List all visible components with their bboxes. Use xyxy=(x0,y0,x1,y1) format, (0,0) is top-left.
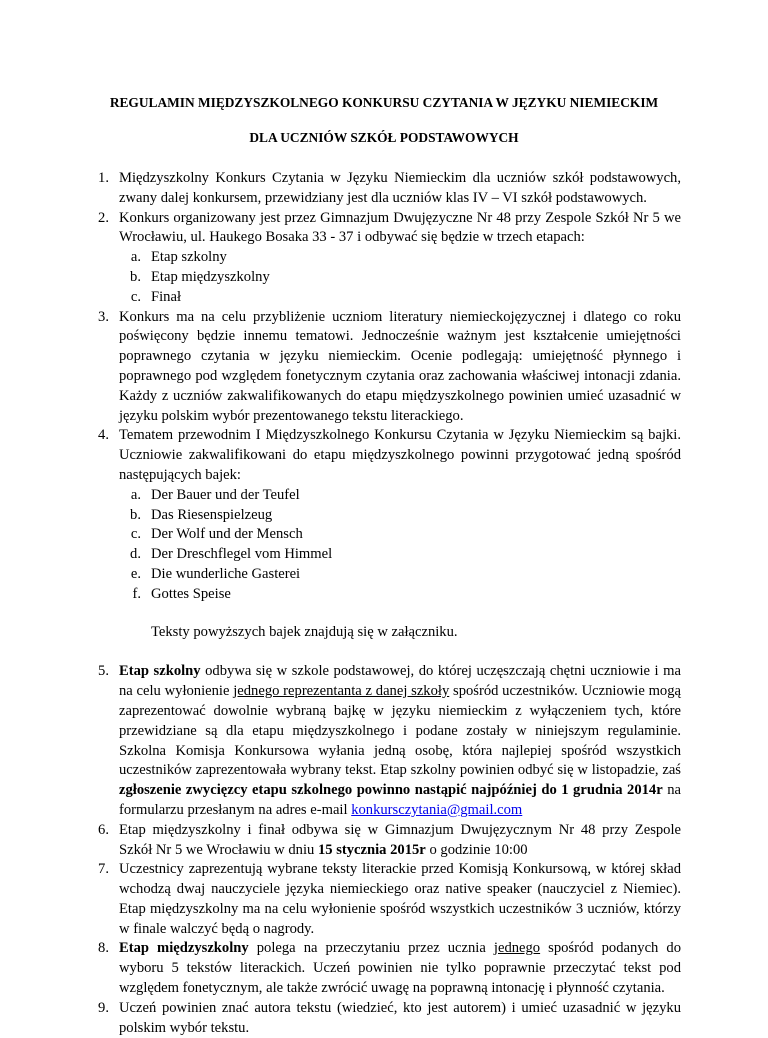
rule-6: 6. Etap międzyszkolny i finał odbywa się w Gimnazjum Dwujęzycznym Nr 48 przy Zespole Szkół Nr 5 we Wrocławiu w dniu 15 stycznia 2015r o godzinie 10:00 xyxy=(87,821,681,861)
rule-text: Uczestnicy zaprezentują wybrane teksty literackie przed Komisją Konkursową, w której skład wchodzą dwaj nauczyciele języka niemieckiego oraz native speaker (nauczyciel z Niemiec). Etap międzyszkolny ma na celu wyłonienie spośród wszystkich uczestników 3 uczniów, którzy w finale walczyć będą o nagrody. xyxy=(119,861,681,937)
attachment-note: Teksty powyższych bajek znajdują się w załączniku. xyxy=(151,623,458,640)
list-item: b. Etap międzyszkolny xyxy=(130,268,270,285)
rules-list xyxy=(87,169,681,1038)
list-item: d. Der Dreschflegel vom Himmel xyxy=(130,546,333,563)
event-date: 15 stycznia 2015r xyxy=(317,841,426,858)
list-item: c. Finał xyxy=(130,288,181,305)
rule-5: 5. Etap szkolny odbywa się w szkole podstawowej, do której uczęszczają chętni uczniowie i ma na celu wyłonienie jednego reprezentanta z danej szkoły spośród uczestników. Uczniowie mogą zaprezentować dowolnie wybraną bajkę w języku niemieckim z wyłączeniem tych, które przewidziane są dla etapu międzyszkolnego i podane zostały w niniejszym regulaminie. Szkolna Komisja Konkursowa wyłania jedną osobę, która najlepiej spośród wszystkich uczestników zaprezentowała wybrany tekst. Etap szkolny powinien odbyć się w listopadzie, zaś zgłoszenie zwycięzcy etapu szkolnego powinno nastąpić najpóźniej do 1 grudnia 2014r na formularzu przesłanym na adres e-mail konkursczytania@gmail.com xyxy=(87,662,681,820)
rule-7 xyxy=(87,860,681,939)
rule-9 xyxy=(87,999,681,1038)
rule-number: 5. xyxy=(98,663,109,680)
rule-number: 9. xyxy=(98,999,109,1016)
rule-text: Uczeń powinien znać autora tekstu (wiedzieć, kto jest autorem) i umieć uzasadnić w języku polskim wybór tekstu. xyxy=(119,999,681,1036)
rule-number: 8. xyxy=(98,940,109,957)
rule-3 xyxy=(87,308,681,427)
rule-8: 8. Etap międzyszkolny polega na przeczytaniu przez ucznia jednego spośród podanych do wyboru 5 tekstów literackich. Uczeń powinien nie tylko poprawnie przeczytać tekst pod względem fonetycznym, ale także zwrócić uwagę na poprawną intonację i płynność czytania. xyxy=(87,939,681,998)
rule-text: Konkurs organizowany jest przez Gimnazjum Dwujęzyczne Nr 48 przy Zespole Szkół Nr 5 we Wrocławiu, ul. Haukego Bosaka 33 - 37 i odbywać się będzie w trzech etapach: xyxy=(119,209,681,246)
underlined-text: jednego xyxy=(493,940,541,957)
list-item: a. Etap szkolny xyxy=(130,249,227,266)
rule-2 xyxy=(87,209,681,308)
rule-1 xyxy=(87,169,681,209)
fairy-tales-list xyxy=(119,486,681,605)
rule-number: 6. xyxy=(98,821,109,838)
interschool-stage-heading: Etap międzyszkolny xyxy=(119,940,249,957)
list-item: a. Der Bauer und der Teufel xyxy=(130,486,300,503)
list-item: f. Gottes Speise xyxy=(132,585,231,602)
regulations-body xyxy=(87,169,681,1038)
rule-text: Konkurs ma na celu przybliżenie uczniom literatury niemieckojęzycznej i dlatego co roku poświęcony będzie innemu tematowi. Jednocześnie ważnym jest kształcenie umiejętności poprawnego czytania w języku niemieckim. Ocenie podlegają: umiejętność płynnego i poprawnego pod względem fonetycznym czytania oraz zachowania właściwej intonacji zdania. Każdy z uczniów zakwalifikowanych do etapu międzyszkolnego powinien umieć uzasadnić w języku polskim wybór prezentowanego tekstu literackiego. xyxy=(119,308,681,424)
deadline-text: zgłoszenie zwycięzcy etapu szkolnego powinno nastąpić najpóźniej do 1 grudnia 2014r xyxy=(119,782,663,799)
rule-number: 4. xyxy=(98,427,109,444)
rule-text: Tematem przewodnim I Międzyszkolnego Konkursu Czytania w Języku Niemieckim są bajki. Uczniowie zakwalifikowani do etapu międzyszkolnego powinni przygotować jedną spośród następujących bajek: xyxy=(119,427,681,483)
list-item: c. Der Wolf und der Mensch xyxy=(130,526,303,543)
rule-number: 7. xyxy=(98,861,109,878)
list-item: e. Die wunderliche Gasterei xyxy=(130,565,301,582)
rule-number: 2. xyxy=(98,209,109,226)
document-subtitle: DLA UCZNIÓW SZKÓŁ PODSTAWOWYCH xyxy=(249,130,519,145)
document-title: REGULAMIN MIĘDZYSZKOLNEGO KONKURSU CZYTANIA W JĘZYKU NIEMIECKIM xyxy=(109,95,659,110)
stages-list xyxy=(119,248,681,307)
rule-number: 1. xyxy=(98,170,109,186)
school-stage-heading: Etap szkolny xyxy=(119,663,201,680)
rule-number: 3. xyxy=(98,308,109,325)
email-link[interactable]: konkursczytania@gmail.com xyxy=(351,801,523,818)
list-item: b. Das Riesenspielzeug xyxy=(130,506,273,523)
rule-4 xyxy=(87,426,681,642)
rule-text: Międzyszkolny Konkurs Czytania w Języku Niemieckim dla uczniów szkół podstawowych, zwany dalej konkursem, przewidziany jest dla uczniów klas IV – VI szkół podstawowych. xyxy=(119,170,681,206)
underlined-text: jednego reprezentanta z danej szkoły xyxy=(233,683,450,700)
